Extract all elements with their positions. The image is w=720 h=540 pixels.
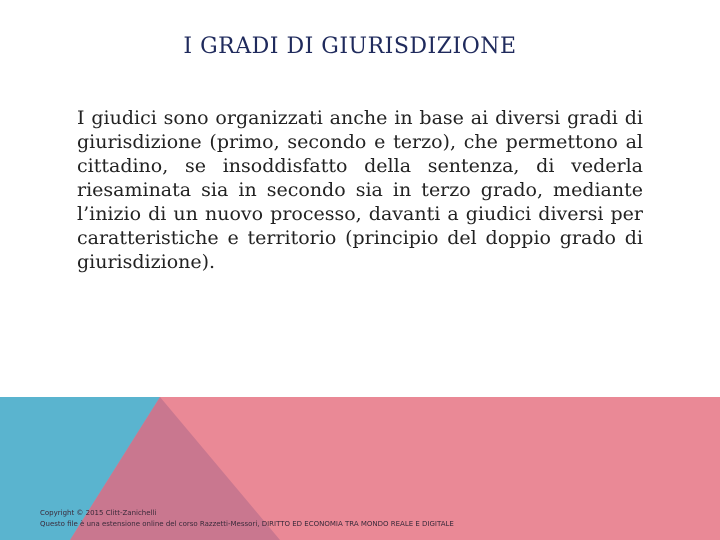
footer-decoration [0, 397, 720, 540]
footer-note: Questo file è una estensione online del corso Razzetti-Messori, DIRITTO ED ECONOMIA TRA MONDO REALE E DIGITALE [40, 520, 454, 528]
footer-copyright: Copyright © 2015 Clitt-Zanichelli [40, 509, 157, 517]
slide-body-text: I giudici sono organizzati anche in base ai diversi gradi di giurisdizione (primo, secondo e terzo), che permettono al cittadino, se insoddisfatto della sentenza, di vederla riesaminata sia in secondo sia in terzo grado, mediante l’inizio di un nuovo processo, davanti a giudici diversi per caratteristiche e territorio (principio del doppio grado di giurisdizione). [77, 107, 643, 273]
slide-title: I GRADI DI GIURISDIZIONE [183, 34, 517, 59]
